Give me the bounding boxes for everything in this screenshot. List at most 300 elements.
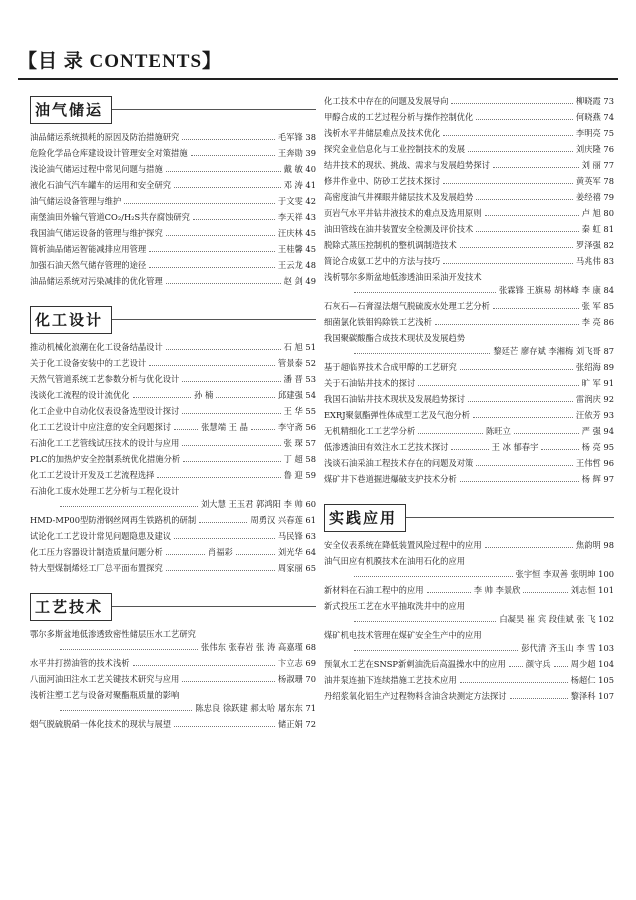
toc-entry[interactable]: [324, 272, 614, 295]
entry-title: 无机精细化工工艺学分析: [324, 426, 416, 436]
entry-author-page: 邱建强 54: [277, 390, 316, 400]
section-practice: [324, 504, 614, 530]
leader-dots: [451, 449, 488, 450]
toc-entry[interactable]: [30, 719, 316, 729]
process-tech-entries: [30, 629, 316, 729]
entry-author-page: 潘 晋 53: [283, 374, 316, 384]
entry-author-page: 杨 辉 97: [581, 474, 614, 484]
leader-dots: [427, 592, 471, 593]
toc-row: [324, 208, 614, 218]
section-title: 化工设计: [30, 306, 112, 334]
toc-row: [324, 112, 614, 122]
leader-dots: [509, 666, 523, 667]
entry-title: 浅析水平井储层难点及技术优化: [324, 128, 441, 138]
entry-title: 关于石油钻井技术的探讨: [324, 378, 416, 388]
entry-authors: 张慧端 王 晶: [201, 422, 248, 432]
toc-entry[interactable]: [324, 474, 614, 484]
leader-dots: [476, 465, 573, 466]
toc-row: [30, 470, 316, 480]
leader-dots: [182, 381, 280, 382]
toc-row: [30, 438, 316, 448]
entry-author-page: 李明亮 75: [575, 128, 614, 138]
toc-entry[interactable]: [324, 585, 614, 595]
leader-dots: [354, 292, 496, 293]
toc-sub-row: [324, 643, 614, 653]
entry-author-page: 王桂馨 45: [277, 244, 316, 254]
toc-entry[interactable]: [324, 208, 614, 218]
toc-entry[interactable]: [324, 410, 614, 420]
entry-title: 八面河油田注水工艺关键技术研究与应用: [30, 674, 180, 684]
toc-row: [30, 358, 316, 368]
section-oil-gas: [30, 96, 316, 122]
entry-title: 修井作业中、防砂工艺技术探讨: [324, 176, 441, 186]
entry-title: 石灰石—石膏湿法烟气脱硫废水处理工艺分析: [324, 301, 490, 311]
toc-entry[interactable]: [324, 317, 614, 327]
leader-dots: [451, 103, 572, 104]
entry-title: HMD-MP00型防滑钢丝网再生铁路机的研制: [30, 515, 197, 525]
toc-row: [324, 691, 614, 701]
entry-author-page: 周家丽 65: [277, 563, 316, 573]
toc-row: [30, 563, 316, 573]
entry-author-page: 周勇汉 兴春莲 61: [250, 515, 316, 525]
entry-title: 基于超临界技术合成甲醇的工艺研究: [324, 362, 457, 372]
toc-entry[interactable]: [30, 470, 316, 480]
toc-entry[interactable]: [324, 160, 614, 170]
leader-dots: [523, 592, 567, 593]
section-chem-design: [30, 306, 316, 332]
entry-title: 油气田应有机膜技术在油用石化的应用: [324, 556, 466, 566]
section-title: 实践应用: [324, 504, 406, 532]
entry-title: 化工工艺设计中应注意的安全问题探讨: [30, 422, 172, 432]
toc-entry[interactable]: [324, 659, 614, 669]
entry-title: 低渗透油田有效注水工艺技术探讨: [324, 442, 449, 452]
leader-dots: [157, 477, 280, 478]
entry-authors: 肖福彩: [207, 547, 233, 557]
entry-title: 水平井打捞油管的技术浅析: [30, 658, 130, 668]
toc-entry[interactable]: [324, 144, 614, 154]
toc-entry[interactable]: [324, 556, 614, 579]
toc-entry[interactable]: [324, 301, 614, 311]
entry-title: 高密度油气井裸眼井储层技术及发展趋势: [324, 192, 474, 202]
entry-author-page: 张 军 85: [581, 301, 614, 311]
section-title: 油气储运: [30, 96, 112, 124]
leader-dots: [418, 433, 483, 434]
toc-entry[interactable]: [30, 515, 316, 525]
entry-title: 简析油品储运智能减排应用管理: [30, 244, 147, 254]
leader-dots: [199, 522, 247, 523]
toc-row: [30, 547, 316, 557]
toc-row: [30, 374, 316, 384]
entry-title: 脱除式蒸压控制机的整机调制造技术: [324, 240, 457, 250]
leader-dots: [514, 433, 579, 434]
leader-dots: [435, 324, 579, 325]
entry-author-page: 邓 涛 41: [283, 180, 316, 190]
toc-row: [30, 148, 316, 158]
toc-sub-row: [324, 285, 614, 295]
toc-row: [30, 390, 316, 400]
entry-author-page: 丁 超 58: [283, 454, 316, 464]
toc-entry[interactable]: [30, 486, 316, 509]
toc-entry[interactable]: [324, 630, 614, 653]
toc-entry[interactable]: [324, 426, 614, 436]
toc-entry[interactable]: [30, 180, 316, 190]
toc-row: [324, 659, 614, 669]
toc-entry[interactable]: [324, 458, 614, 468]
toc-entry[interactable]: [30, 674, 316, 684]
entry-title: 浅论油气储运过程中常见问题与措施: [30, 164, 163, 174]
entry-title: 油气储运设备管理与维护: [30, 196, 122, 206]
toc-row: [324, 160, 614, 170]
entry-author-page: 黎泽科 107: [570, 691, 614, 701]
entry-author-page: 杨超仁 105: [570, 675, 614, 685]
leader-dots: [174, 187, 281, 188]
oil-gas-entries: [30, 132, 316, 286]
leader-dots: [149, 365, 275, 366]
toc-sub-row: [324, 614, 614, 624]
entry-title: 我国聚碳酸酯合成技术现状及发展趋势: [324, 333, 466, 343]
entry-title: 化工工艺设计开发及工艺流程选择: [30, 470, 155, 480]
entry-title: 浅谈化工流程的设计流优化: [30, 390, 130, 400]
entry-author-page: 何晓燕 74: [575, 112, 614, 122]
leader-dots: [174, 726, 275, 727]
toc-row: [30, 690, 316, 700]
toc-entry[interactable]: [324, 333, 614, 356]
leader-dots: [60, 710, 192, 711]
leader-dots: [166, 283, 281, 284]
entry-author-page: 李守斋 56: [277, 422, 317, 432]
section-process-tech: [30, 593, 316, 619]
toc-entry[interactable]: [30, 260, 316, 270]
entry-author-page: 王奔勋 39: [277, 148, 316, 158]
toc-entry[interactable]: [30, 422, 316, 432]
entry-author-page: 彭代清 齐玉山 李 雪 103: [521, 643, 614, 653]
leader-dots: [166, 349, 281, 350]
toc-sub-row: [324, 346, 614, 356]
entry-author-page: 杨 亮 95: [581, 442, 615, 452]
entry-title: 鄂尔多斯盆地低渗透致密性储层压水工艺研究: [30, 629, 196, 639]
toc-entry[interactable]: [324, 224, 614, 234]
entry-title: 浅析注塑工艺与设备对聚酯瓶质量的影响: [30, 690, 180, 700]
entry-author-page: 李天祥 43: [277, 212, 316, 222]
leader-dots: [251, 429, 275, 430]
entry-author-page: 张霖锋 王旗易 胡林峰 李 康 84: [498, 285, 614, 295]
entry-title: 化工企业中自动化仪表设备选型设计探讨: [30, 406, 180, 416]
leader-dots: [443, 183, 573, 184]
toc-entry[interactable]: [324, 176, 614, 186]
toc-entry[interactable]: [324, 540, 614, 550]
entry-author-page: 张绍海 89: [575, 362, 614, 372]
leader-dots: [460, 369, 573, 370]
toc-row: [324, 333, 614, 343]
toc-entry[interactable]: [324, 96, 614, 106]
entry-author-page: 张宇恒 李双善 张明坤 100: [515, 569, 614, 579]
toc-entry[interactable]: [324, 442, 614, 452]
entry-author-page: 石 旭 51: [283, 342, 316, 352]
leader-dots: [485, 215, 579, 216]
entry-author-page: 刘庆隆 76: [575, 144, 614, 154]
toc-row: [30, 244, 316, 254]
toc-entry[interactable]: [30, 547, 316, 557]
entry-title: 天然气管道系统工艺参数分析与优化设计: [30, 374, 180, 384]
toc-row: [324, 96, 614, 106]
chem-design-entries: [30, 342, 316, 573]
header-rule: [18, 78, 618, 80]
toc-entry[interactable]: [30, 629, 316, 652]
toc-row: [324, 675, 614, 685]
leader-dots: [133, 397, 192, 398]
entry-title: 新式投压工艺在水平抽取洗井中的应用: [324, 601, 466, 611]
entry-author-page: 储正娟 72: [277, 719, 316, 729]
right-column: [324, 96, 614, 707]
leader-dots: [354, 621, 496, 622]
toc-row: [30, 276, 316, 286]
leader-dots: [174, 429, 198, 430]
leader-dots: [468, 401, 573, 402]
toc-entry[interactable]: [30, 276, 316, 286]
leader-dots: [493, 308, 579, 309]
entry-author-page: 秦 虹 81: [581, 224, 614, 234]
leader-dots: [166, 554, 205, 555]
toc-entry[interactable]: [30, 390, 316, 400]
leader-dots: [473, 417, 573, 418]
leader-dots: [191, 155, 275, 156]
leader-dots: [60, 649, 198, 650]
entry-title: 特大型煤制烯烃工厂总平面布置探究: [30, 563, 163, 573]
toc-entry[interactable]: [30, 406, 316, 416]
toc-entry[interactable]: [324, 378, 614, 388]
entry-author-page: 王 华 55: [283, 406, 316, 416]
leader-dots: [166, 235, 275, 236]
left-column: [30, 96, 316, 735]
toc-entry[interactable]: [324, 601, 614, 624]
entry-author-page: 张 琛 57: [283, 438, 316, 448]
entry-title: 细菌氯化铁钼钨除铁工艺浅析: [324, 317, 432, 327]
entry-title: 浅谈石油采油工程技术存在的问题及对策: [324, 458, 474, 468]
entry-author-page: 旷 军 91: [581, 378, 614, 388]
leader-dots: [510, 698, 568, 699]
entry-title: 加强石油天然气储存管理的途径: [30, 260, 147, 270]
entry-authors: 王 冰 郁春宇: [491, 442, 539, 452]
toc-entry[interactable]: [324, 691, 614, 701]
entry-title: 丹绍浆氧化铝生产过程物料含油含块测定方法探讨: [324, 691, 507, 701]
entry-title: 甲醇合成的工艺过程分析与操作控制优化: [324, 112, 474, 122]
toc-sub-row: [30, 642, 316, 652]
entry-title: 化工技术中存在的问题及发展导向: [324, 96, 449, 106]
toc-row: [324, 240, 614, 250]
toc-row: [324, 176, 614, 186]
leader-dots: [443, 135, 573, 136]
entry-title: 我国石油钻井技术现状及发展趋势探讨: [324, 394, 466, 404]
toc-row: [324, 192, 614, 202]
toc-entry[interactable]: [30, 358, 316, 368]
leader-dots: [354, 576, 513, 577]
leader-dots: [354, 353, 490, 354]
entry-author-page: 柳晓霞 73: [575, 96, 614, 106]
toc-entry[interactable]: [324, 394, 614, 404]
entry-title: 危险化学品仓库建设设计管理安全对策措施: [30, 148, 188, 158]
entry-author-page: 汪庆林 45: [277, 228, 316, 238]
toc-row: [30, 486, 316, 496]
toc-row: [30, 658, 316, 668]
toc-row: [324, 426, 614, 436]
entry-author-page: 陈忠良 徐跃建 郝太哈 屠东东 71: [195, 703, 316, 713]
entry-title: 石油化工废水处理工艺分析与工程化设计: [30, 486, 180, 496]
entry-author-page: 刘志恒 101: [570, 585, 614, 595]
toc-entry[interactable]: [324, 192, 614, 202]
toc-entry[interactable]: [30, 531, 316, 541]
toc-row: [30, 228, 316, 238]
toc-entry[interactable]: [324, 240, 614, 250]
toc-entry[interactable]: [324, 256, 614, 266]
toc-row: [324, 458, 614, 468]
entry-author-page: 汪依芳 93: [575, 410, 614, 420]
leader-dots: [485, 547, 573, 548]
toc-row: [30, 164, 316, 174]
toc-entry[interactable]: [30, 132, 316, 142]
leader-dots: [418, 385, 578, 386]
contents-header: 【目 录 CONTENTS】: [18, 51, 223, 72]
toc-row: [30, 531, 316, 541]
toc-entry[interactable]: [30, 148, 316, 158]
leader-dots: [60, 506, 198, 507]
leader-dots: [460, 481, 579, 482]
toc-entry[interactable]: [324, 362, 614, 372]
entry-title: 结井技术的现状、挑战、需求与发展趋势探讨: [324, 160, 490, 170]
leader-dots: [468, 151, 573, 152]
toc-row: [324, 630, 614, 640]
toc-entry[interactable]: [30, 164, 316, 174]
toc-entry[interactable]: [30, 374, 316, 384]
toc-row: [30, 180, 316, 190]
entry-author-page: 黄英军 78: [575, 176, 614, 186]
toc-row: [30, 196, 316, 206]
entry-author-page: 雷润庆 92: [575, 394, 614, 404]
entry-author-page: 张伟东 张春岩 张 涛 高嘉瑾 68: [200, 642, 316, 652]
toc-row: [30, 454, 316, 464]
leader-dots: [541, 449, 578, 450]
leader-dots: [493, 167, 579, 168]
entry-title: 油田管线在油井装置安全检测及评价技术: [324, 224, 474, 234]
toc-row: [30, 342, 316, 352]
leader-dots: [476, 119, 573, 120]
section-title: 工艺技术: [30, 593, 112, 621]
entry-title: 煤矿机电技术管理在煤矿安全生产中的应用: [324, 630, 482, 640]
toc-sub-row: [324, 569, 614, 579]
entry-author-page: 周少超 104: [570, 659, 615, 669]
toc-row: [324, 585, 614, 595]
entry-author-page: 毛军锋 38: [277, 132, 316, 142]
toc-entry[interactable]: [30, 228, 316, 238]
toc-row: [324, 272, 614, 282]
entry-title: 油井泵连抽下连续措施工艺技术应用: [324, 675, 457, 685]
entry-authors: 陈旺立: [485, 426, 511, 436]
entry-title: 油品储运系统对污染减排的优化管理: [30, 276, 163, 286]
entry-author-page: 刘 丽 77: [581, 160, 614, 170]
entry-author-page: 杨淑珊 70: [277, 674, 316, 684]
leader-dots: [193, 219, 275, 220]
entry-title: 烟气脱硫脱硝一体化技术的现状与展望: [30, 719, 172, 729]
toc-entry[interactable]: [30, 438, 316, 448]
entry-author-page: 王云龙 48: [277, 260, 316, 270]
entry-title: 页岩气水平井钻井液技术的难点及选用原则: [324, 208, 482, 218]
entry-author-page: 白凝昊 崔 宾 段佳斌 张 飞 102: [499, 614, 614, 624]
practice-entries: [324, 540, 614, 701]
leader-dots: [476, 199, 573, 200]
entry-title: 油品储运系统损耗的原因及防治措施研究: [30, 132, 180, 142]
leader-dots: [554, 666, 568, 667]
toc-entry[interactable]: [30, 658, 316, 668]
entry-title: 浅析鄂尔多斯盆地低渗透油田采油开发技术: [324, 272, 482, 282]
leader-dots: [166, 171, 281, 172]
leader-dots: [149, 251, 275, 252]
entry-author-page: 黎廷芒 廖存斌 李湘梅 刘飞哥 87: [493, 346, 614, 356]
leader-dots: [476, 231, 578, 232]
toc-entry[interactable]: [30, 244, 316, 254]
entry-title: 我国油气储运设备的管理与维护探究: [30, 228, 163, 238]
entry-title: 化工压力容器设计制造质量问题分析: [30, 547, 163, 557]
leader-dots: [236, 554, 275, 555]
toc-row: [324, 394, 614, 404]
toc-row: [324, 301, 614, 311]
toc-row: [324, 317, 614, 327]
leader-dots: [183, 461, 280, 462]
toc-entry[interactable]: [30, 454, 316, 464]
toc-row: [324, 474, 614, 484]
entry-author-page: 罗泽强 82: [575, 240, 614, 250]
leader-dots: [216, 397, 275, 398]
entry-title: PLC的加热炉安全控制系统优化措施分析: [30, 454, 181, 464]
toc-row: [30, 260, 316, 270]
toc-entry[interactable]: [30, 196, 316, 206]
entry-author-page: 李 亮 86: [581, 317, 614, 327]
entry-author-page: 刘大慧 王玉君 郭鸿阳 李 帅 60: [200, 499, 316, 509]
toc-entry[interactable]: [30, 690, 316, 713]
toc-row: [324, 442, 614, 452]
leader-dots: [166, 570, 275, 571]
entry-author-page: 严 强 94: [581, 426, 614, 436]
entry-title: 关于化工设备安装中的工艺设计: [30, 358, 147, 368]
toc-sub-row: [30, 703, 316, 713]
toc-entry[interactable]: [324, 675, 614, 685]
entry-author-page: 于文雯 42: [277, 196, 316, 206]
entry-author-page: 鲁 迎 59: [283, 470, 316, 480]
entry-author-page: 姜经禧 79: [575, 192, 614, 202]
leader-dots: [460, 682, 568, 683]
toc-entry[interactable]: [30, 563, 316, 573]
leader-dots: [182, 413, 280, 414]
toc-entry[interactable]: [30, 212, 316, 222]
entry-title: 南堡油田外输气管道CO₂/H₂S共存腐蚀研究: [30, 212, 190, 222]
toc-entry[interactable]: [324, 128, 614, 138]
entry-title: 石油化工工艺管线试压技术的设计与应用: [30, 438, 180, 448]
entry-title: 探究金业信息化与工业控制技术的发展: [324, 144, 466, 154]
entry-authors: 李 帅 李景欣: [473, 585, 521, 595]
toc-row: [324, 556, 614, 566]
toc-row: [30, 719, 316, 729]
entry-author-page: 刘光华 64: [277, 547, 317, 557]
toc-entry[interactable]: [324, 112, 614, 122]
entry-title: 预氧水工艺在SNSP新刺油洗后高温操水中的应用: [324, 659, 506, 669]
entry-author-page: 管景泰 52: [277, 358, 316, 368]
toc-row: [30, 406, 316, 416]
leader-dots: [149, 267, 275, 268]
leader-dots: [354, 650, 518, 651]
toc-row: [324, 601, 614, 611]
toc-row: [30, 515, 316, 525]
entry-author-page: 王伟哲 96: [575, 458, 614, 468]
toc-entry[interactable]: [30, 342, 316, 352]
toc-row: [324, 144, 614, 154]
